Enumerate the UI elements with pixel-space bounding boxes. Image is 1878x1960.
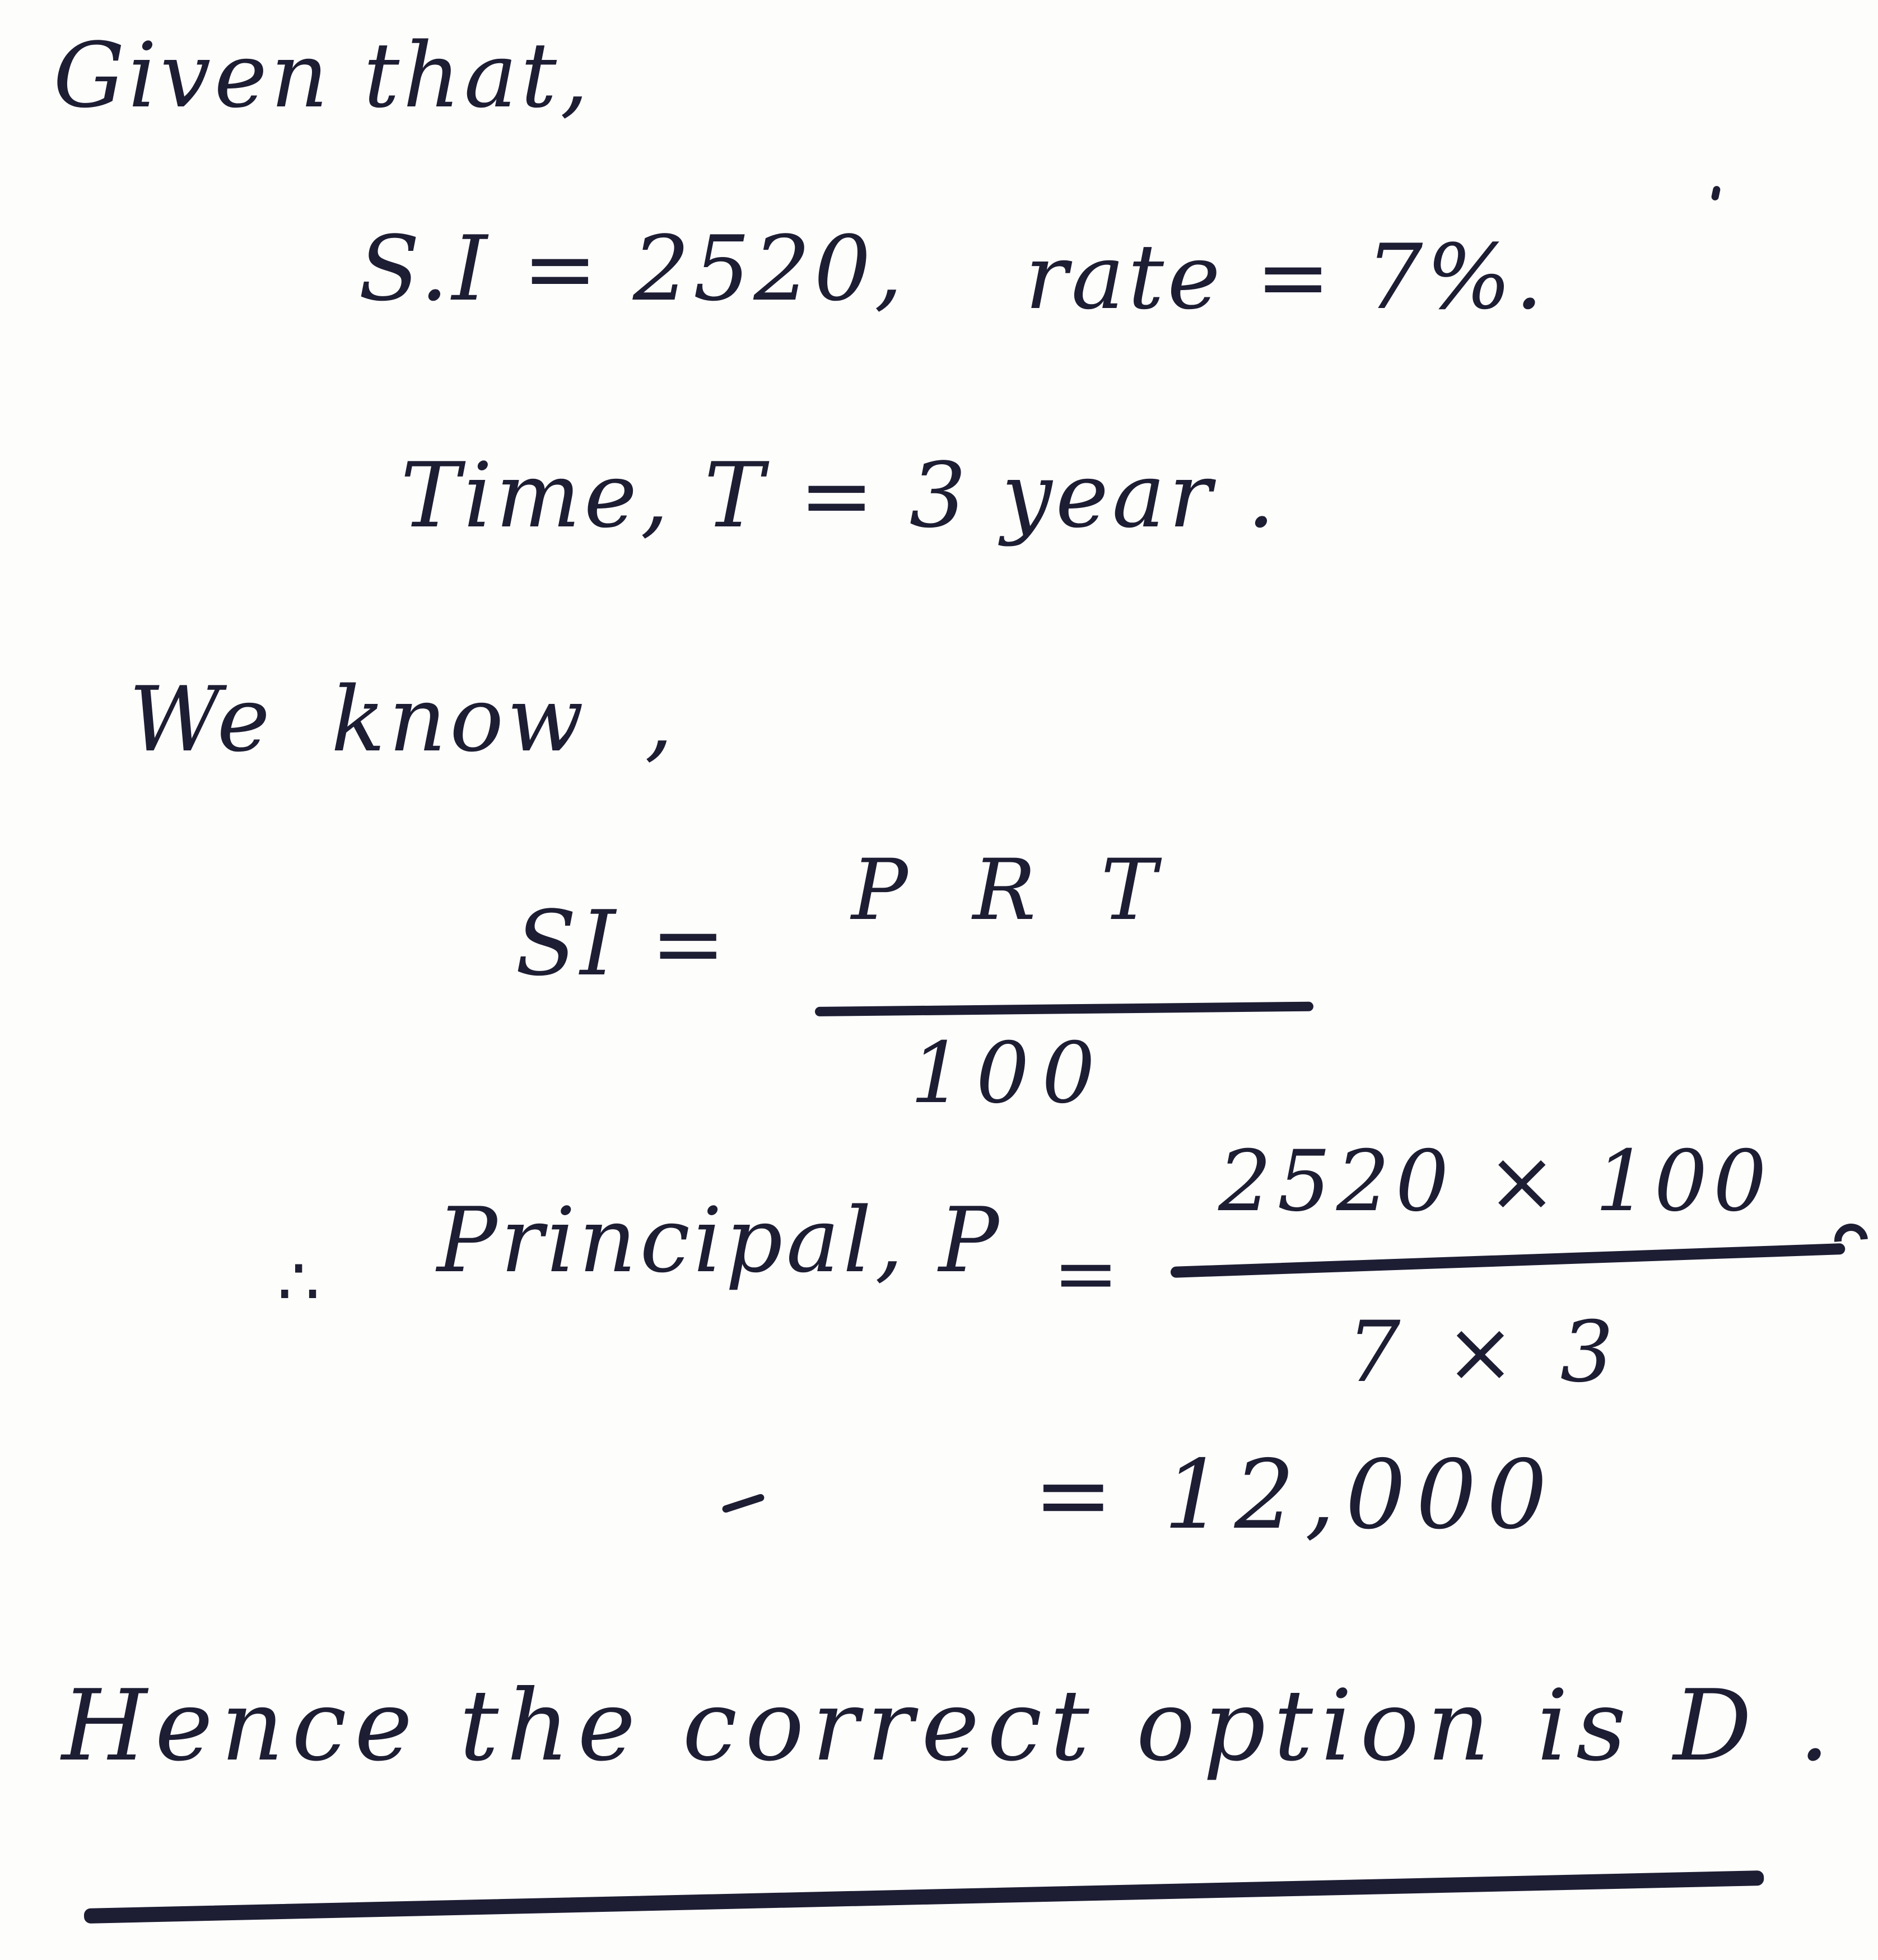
si-formula-fraction-numerator: P R T	[851, 842, 1176, 939]
calc-fraction-bar-hook	[1828, 1217, 1875, 1264]
rate-value-text: rate = 7%.	[1025, 225, 1547, 329]
principal-equals-sign: =	[1053, 1228, 1122, 1319]
si-formula-fraction-bar	[815, 1002, 1313, 1016]
calc-fraction-denominator: 7 × 3	[1347, 1304, 1623, 1401]
stray-ink-dot	[1711, 185, 1721, 201]
calc-fraction-bar	[1171, 1243, 1846, 1278]
we-know-text: We know ,	[129, 667, 677, 772]
principal-label: Principal, P	[437, 1188, 1003, 1292]
si-formula-lhs: SI =	[515, 891, 729, 996]
stray-ink-dash	[721, 1493, 765, 1513]
conclusion-text: Hence the correct option is D .	[62, 1669, 1838, 1783]
result-text: = 12,000	[1033, 1440, 1558, 1551]
si-value-text: S.I = 2520,	[358, 216, 906, 321]
si-formula-fraction-denominator: 100	[910, 1025, 1108, 1122]
given-intro-text: Given that,	[53, 23, 592, 128]
calc-fraction-numerator: 2520 × 100	[1218, 1133, 1773, 1230]
therefore-symbol: ∴	[277, 1243, 324, 1321]
conclusion-underline	[84, 1870, 1764, 1924]
time-value-text: Time, T = 3 year .	[400, 443, 1279, 548]
